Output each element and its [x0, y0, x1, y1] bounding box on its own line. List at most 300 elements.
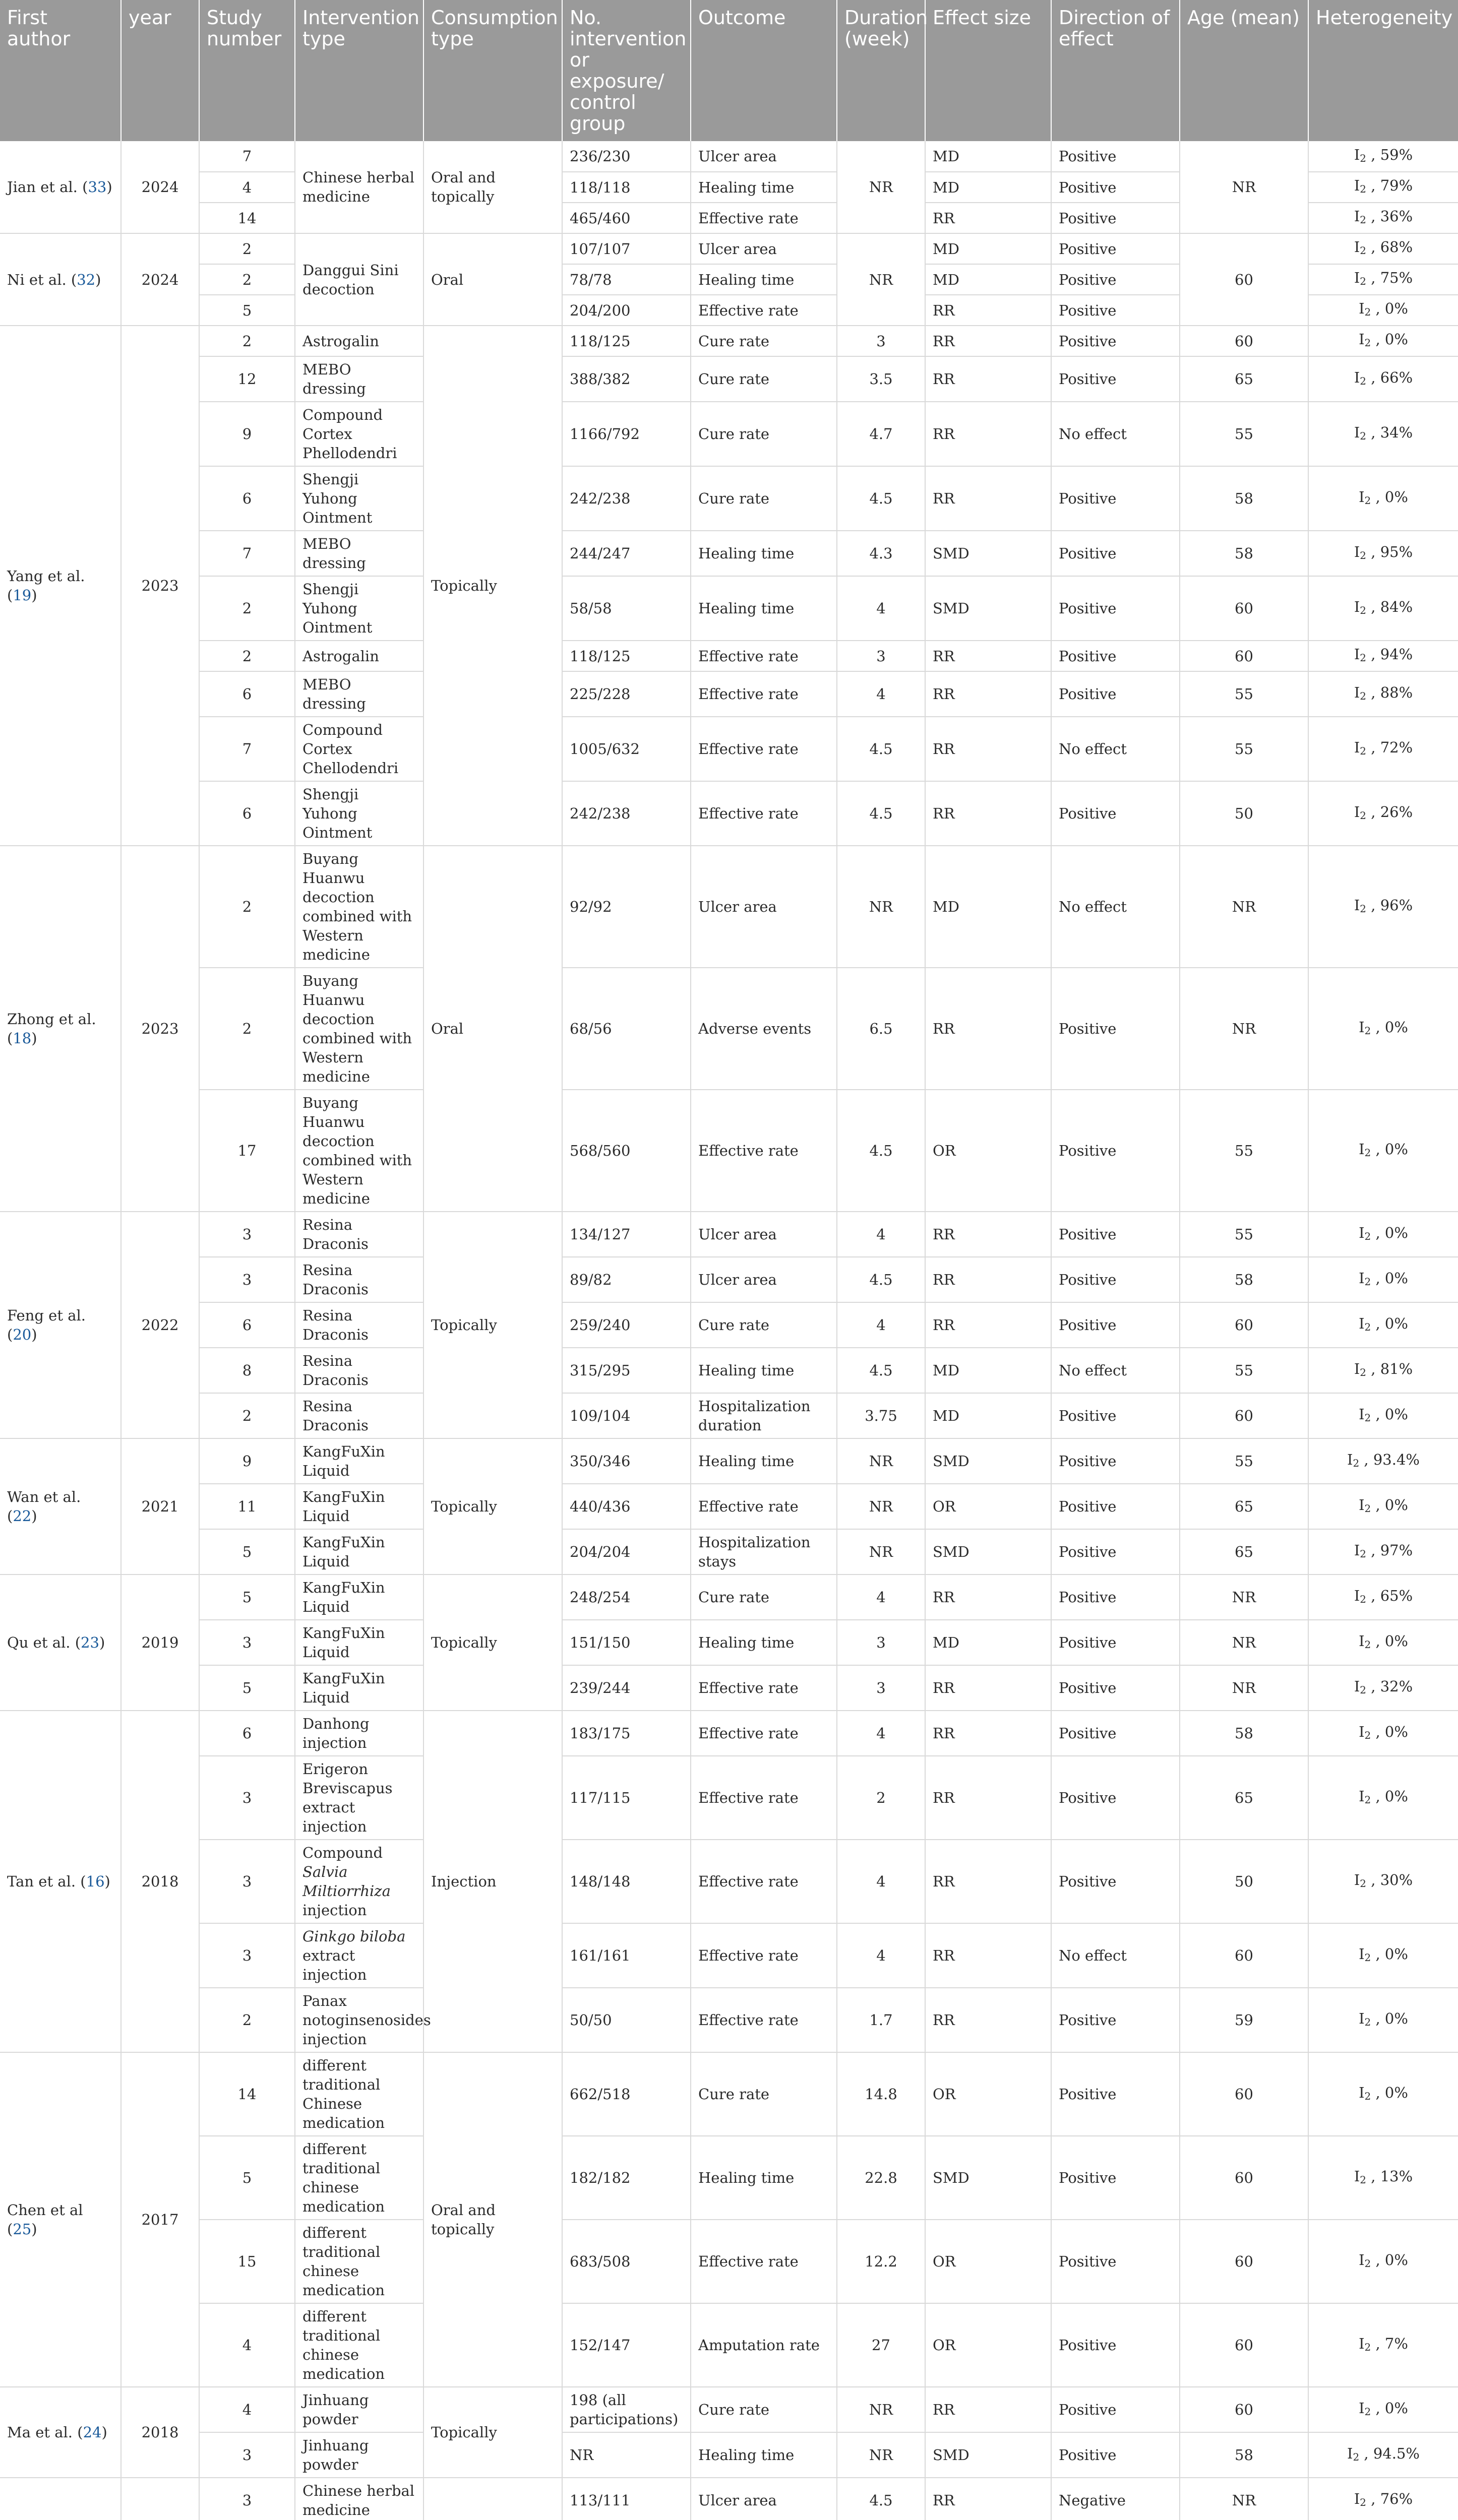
het-separator: ,: [1366, 208, 1380, 225]
heterogeneity-cell: [1308, 2387, 1458, 2432]
study-number-cell: 2: [199, 968, 295, 1090]
het-prefix: I: [1359, 1018, 1365, 1036]
intervention-cell: KangFuXin Liquid: [295, 1484, 423, 1529]
age-cell: 55: [1180, 717, 1308, 781]
column-header: Age (mean): [1180, 0, 1308, 141]
reference-link[interactable]: 20: [13, 1326, 32, 1343]
age-cell: 55: [1180, 1438, 1308, 1484]
direction-cell: Positive: [1051, 2220, 1180, 2303]
first-author-cell: [0, 1574, 121, 1711]
het-prefix: I: [1354, 1871, 1360, 1888]
group-count-cell: 109/104: [562, 1393, 691, 1438]
intervention-cell: KangFuXin Liquid: [295, 1574, 423, 1620]
heterogeneity-cell: [1308, 1988, 1458, 2052]
direction-cell: Positive: [1051, 2303, 1180, 2387]
reference-link[interactable]: 32: [77, 271, 96, 288]
direction-cell: Positive: [1051, 1438, 1180, 1484]
het-separator: ,: [1371, 331, 1385, 348]
author-close: ): [99, 1634, 105, 1651]
het-prefix: I: [1354, 2490, 1360, 2507]
year-cell: 2021: [121, 1438, 199, 1574]
group-count-cell: 148/148: [562, 1840, 691, 1923]
group-count-cell: 134/127: [562, 1212, 691, 1257]
outcome-cell: Ulcer area: [691, 233, 837, 264]
group-count-cell: 242/238: [562, 781, 691, 846]
het-separator: ,: [1371, 488, 1385, 506]
author-name: Ni et al. (: [7, 271, 77, 288]
consumption-cell: Injection: [423, 1711, 562, 2052]
study-number-cell: 5: [199, 1665, 295, 1711]
author-name: Wan et al. (: [7, 1488, 81, 1525]
age-cell: NR: [1180, 1574, 1308, 1620]
het-value: 0%: [1384, 1140, 1408, 1158]
effect-size-cell: RR: [925, 1923, 1051, 1988]
het-value: 0%: [1384, 1787, 1408, 1805]
duration-cell: 3: [837, 641, 925, 671]
heterogeneity-cell: [1308, 531, 1458, 576]
age-cell: 59: [1180, 1988, 1308, 2052]
outcome-cell: Healing time: [691, 264, 837, 295]
outcome-cell: Effective rate: [691, 203, 837, 233]
heterogeneity-cell: [1308, 1574, 1458, 1620]
first-author-cell: [0, 141, 121, 233]
direction-cell: No effect: [1051, 717, 1180, 781]
effect-size-cell: RR: [925, 356, 1051, 402]
study-number-cell: 9: [199, 1438, 295, 1484]
outcome-cell: Healing time: [691, 576, 837, 641]
outcome-cell: Effective rate: [691, 671, 837, 717]
group-count-cell: 118/125: [562, 641, 691, 671]
group-count-cell: 1166/792: [562, 402, 691, 466]
het-prefix: I: [1354, 738, 1360, 756]
outcome-cell: Effective rate: [691, 781, 837, 846]
table-row: [0, 1574, 1458, 1620]
duration-cell: 22.8: [837, 2136, 925, 2220]
intervention-cell: Danhong injection: [295, 1711, 423, 1756]
age-cell: 50: [1180, 781, 1308, 846]
outcome-cell: Healing time: [691, 1348, 837, 1393]
het-separator: ,: [1366, 803, 1380, 821]
duration-cell: NR: [837, 1438, 925, 1484]
het-value: 0%: [1384, 1632, 1408, 1650]
intervention-cell: Resina Draconis: [295, 1393, 423, 1438]
outcome-cell: Effective rate: [691, 1711, 837, 1756]
duration-cell: 4.5: [837, 2478, 925, 2520]
het-prefix: I: [1354, 146, 1360, 163]
effect-size-cell: RR: [925, 1988, 1051, 2052]
heterogeneity-cell: [1308, 233, 1458, 264]
het-subscript: 2: [1353, 2450, 1360, 2463]
het-value: 7%: [1384, 2335, 1408, 2352]
het-prefix: I: [1359, 300, 1365, 317]
effect-size-cell: OR: [925, 2052, 1051, 2136]
het-prefix: I: [1359, 2251, 1365, 2269]
het-value: 79%: [1380, 177, 1413, 194]
group-count-cell: 117/115: [562, 1756, 691, 1840]
duration-cell: 12.2: [837, 2220, 925, 2303]
duration-cell: 4: [837, 1302, 925, 1348]
duration-cell: 4.3: [837, 531, 925, 576]
direction-cell: Positive: [1051, 1529, 1180, 1574]
outcome-cell: Effective rate: [691, 1988, 837, 2052]
first-author-cell: [0, 1212, 121, 1438]
table-row: [0, 1711, 1458, 1756]
het-prefix: I: [1354, 238, 1360, 256]
age-cell: 50: [1180, 1840, 1308, 1923]
direction-cell: Positive: [1051, 1840, 1180, 1923]
column-header: Outcome: [691, 0, 837, 141]
het-subscript: 2: [1360, 2173, 1367, 2186]
direction-cell: No effect: [1051, 402, 1180, 466]
column-header: First author: [0, 0, 121, 141]
outcome-cell: Cure rate: [691, 2052, 837, 2136]
intervention-cell: Buyang Huanwu decoction combined with Western medicine: [295, 1090, 423, 1212]
het-value: 0%: [1384, 488, 1408, 506]
het-subscript: 2: [1364, 2090, 1371, 2102]
intervention-cell: MEBO dressing: [295, 356, 423, 402]
direction-cell: Positive: [1051, 641, 1180, 671]
outcome-cell: Cure rate: [691, 402, 837, 466]
effect-size-cell: RR: [925, 641, 1051, 671]
outcome-cell: Ulcer area: [691, 846, 837, 968]
het-value: 0%: [1384, 1496, 1408, 1514]
age-cell: 60: [1180, 2052, 1308, 2136]
heterogeneity-cell: [1308, 466, 1458, 531]
reference-link[interactable]: 33: [88, 178, 107, 196]
reference-link[interactable]: 24: [83, 2424, 102, 2441]
het-prefix: I: [1354, 896, 1360, 914]
het-separator: ,: [1366, 1360, 1380, 1377]
outcome-cell: Effective rate: [691, 1090, 837, 1212]
group-count-cell: 151/150: [562, 1620, 691, 1665]
group-count-cell: 239/244: [562, 1665, 691, 1711]
group-count-cell: 204/200: [562, 295, 691, 326]
intervention-cell: Jinhuang powder: [295, 2387, 423, 2432]
table-row: [0, 402, 1458, 466]
intervention-cell: Resina Draconis: [295, 1257, 423, 1302]
het-prefix: I: [1359, 331, 1365, 348]
table-row: [0, 141, 1458, 172]
het-value: 75%: [1380, 269, 1413, 286]
het-value: 0%: [1384, 1723, 1408, 1740]
age-cell: 55: [1180, 671, 1308, 717]
outcome-cell: Effective rate: [691, 1923, 837, 1988]
het-value: 59%: [1380, 146, 1413, 163]
study-number-cell: 2: [199, 576, 295, 641]
heterogeneity-cell: [1308, 671, 1458, 717]
direction-cell: Positive: [1051, 1665, 1180, 1711]
direction-cell: Positive: [1051, 2136, 1180, 2220]
outcome-cell: Cure rate: [691, 2387, 837, 2432]
het-separator: ,: [1371, 2084, 1385, 2101]
heterogeneity-cell: [1308, 717, 1458, 781]
het-value: 93.4%: [1373, 1451, 1420, 1468]
het-separator: ,: [1366, 368, 1380, 386]
het-subscript: 2: [1360, 1366, 1367, 1378]
group-count-cell: 107/107: [562, 233, 691, 264]
duration-cell: 4: [837, 1840, 925, 1923]
heterogeneity-cell: [1308, 846, 1458, 968]
table-row: [0, 2220, 1458, 2303]
table-row: [0, 1302, 1458, 1348]
direction-cell: Positive: [1051, 968, 1180, 1090]
het-value: 0%: [1384, 1269, 1408, 1287]
table-row: [0, 1988, 1458, 2052]
effect-size-cell: MD: [925, 264, 1051, 295]
group-count-cell: 182/182: [562, 2136, 691, 2220]
group-count-cell: 242/238: [562, 466, 691, 531]
outcome-cell: Cure rate: [691, 1574, 837, 1620]
table-row: [0, 968, 1458, 1090]
het-value: 95%: [1380, 543, 1413, 560]
direction-cell: Positive: [1051, 295, 1180, 326]
first-author-cell: [0, 2387, 121, 2478]
age-cell: 55: [1180, 402, 1308, 466]
group-count-cell: 161/161: [562, 1923, 691, 1988]
effect-size-cell: RR: [925, 2387, 1051, 2432]
outcome-cell: Healing time: [691, 1438, 837, 1484]
duration-cell: 4: [837, 671, 925, 717]
het-value: 94%: [1380, 646, 1413, 663]
reference-link[interactable]: 22: [13, 1507, 32, 1525]
outcome-cell: Effective rate: [691, 1840, 837, 1923]
heterogeneity-cell: [1308, 576, 1458, 641]
het-subscript: 2: [1360, 2496, 1367, 2508]
reference-link[interactable]: 18: [13, 1030, 32, 1047]
intervention-cell: Erigeron Breviscapus extract injection: [295, 1756, 423, 1840]
direction-cell: Positive: [1051, 2052, 1180, 2136]
het-prefix: I: [1354, 1587, 1360, 1604]
intervention-cell: Astrogalin: [295, 326, 423, 356]
age-cell: 58: [1180, 1257, 1308, 1302]
het-value: 0%: [1384, 1018, 1408, 1036]
het-prefix: I: [1354, 598, 1360, 615]
study-number-cell: 3: [199, 1257, 295, 1302]
duration-cell: NR: [837, 141, 925, 233]
het-value: 88%: [1380, 683, 1413, 701]
het-subscript: 2: [1360, 214, 1367, 226]
direction-cell: Positive: [1051, 356, 1180, 402]
study-number-cell: 3: [199, 1923, 295, 1988]
reference-link[interactable]: 23: [81, 1634, 99, 1651]
group-count-cell: 152/147: [562, 2303, 691, 2387]
effect-size-cell: SMD: [925, 1438, 1051, 1484]
duration-cell: NR: [837, 1529, 925, 1574]
het-separator: ,: [1371, 1945, 1385, 1963]
outcome-cell: Cure rate: [691, 1302, 837, 1348]
het-value: 84%: [1380, 598, 1413, 615]
outcome-cell: Adverse events: [691, 968, 837, 1090]
outcome-cell: Ulcer area: [691, 2478, 837, 2520]
het-subscript: 2: [1360, 183, 1367, 195]
het-prefix: I: [1359, 488, 1365, 506]
het-subscript: 2: [1353, 1457, 1360, 1469]
age-cell: 65: [1180, 1529, 1308, 1574]
duration-cell: 3: [837, 326, 925, 356]
het-subscript: 2: [1364, 1411, 1371, 1424]
consumption-cell: Topically: [423, 1212, 562, 1438]
het-value: 0%: [1384, 1405, 1408, 1423]
direction-cell: No effect: [1051, 1348, 1180, 1393]
age-cell: NR: [1180, 141, 1308, 233]
column-header: Heterogeneity: [1308, 0, 1458, 141]
effect-size-cell: RR: [925, 1756, 1051, 1840]
study-number-cell: 2: [199, 641, 295, 671]
het-subscript: 2: [1360, 902, 1367, 915]
heterogeneity-cell: [1308, 1438, 1458, 1484]
duration-cell: 3.5: [837, 356, 925, 402]
reference-link[interactable]: 19: [13, 587, 32, 604]
group-count-cell: 662/518: [562, 2052, 691, 2136]
direction-cell: Positive: [1051, 1620, 1180, 1665]
effect-size-cell: RR: [925, 1302, 1051, 1348]
het-value: 0%: [1384, 2084, 1408, 2101]
het-value: 65%: [1380, 1587, 1413, 1604]
het-value: 30%: [1380, 1871, 1413, 1888]
outcome-cell: Effective rate: [691, 295, 837, 326]
table-row: [0, 2432, 1458, 2478]
group-count-cell: 236/230: [562, 141, 691, 172]
group-count-cell: 204/204: [562, 1529, 691, 1574]
het-subscript: 2: [1364, 306, 1371, 318]
table-row: [0, 531, 1458, 576]
effect-size-cell: MD: [925, 846, 1051, 968]
direction-cell: No effect: [1051, 846, 1180, 968]
het-separator: ,: [1366, 598, 1380, 615]
year-cell: 2023: [121, 846, 199, 1212]
effect-size-cell: MD: [925, 1393, 1051, 1438]
het-separator: ,: [1371, 300, 1385, 317]
header-row: [0, 0, 1458, 141]
study-number-cell: 3: [199, 1756, 295, 1840]
study-number-cell: 4: [199, 2303, 295, 2387]
het-separator: ,: [1371, 1224, 1385, 1241]
direction-cell: Negative: [1051, 2478, 1180, 2520]
table-row: [0, 1923, 1458, 1988]
het-separator: ,: [1371, 2399, 1385, 2417]
author-close: ): [31, 1326, 37, 1343]
first-author-cell: [0, 1711, 121, 2052]
heterogeneity-cell: [1308, 781, 1458, 846]
author-name: Yang et al. (: [7, 568, 85, 604]
duration-cell: 4.7: [837, 402, 925, 466]
table-row: [0, 466, 1458, 531]
heterogeneity-cell: [1308, 1840, 1458, 1923]
author-name: Chen et al (: [7, 2201, 83, 2238]
het-subscript: 2: [1364, 2405, 1371, 2418]
het-separator: ,: [1366, 1541, 1380, 1559]
column-header: Consumption type: [423, 0, 562, 141]
het-separator: ,: [1366, 238, 1380, 256]
het-value: 32%: [1380, 1677, 1413, 1695]
study-number-cell: 6: [199, 1302, 295, 1348]
age-cell: NR: [1180, 846, 1308, 968]
effect-size-cell: RR: [925, 2478, 1051, 2520]
effect-size-cell: RR: [925, 1840, 1051, 1923]
het-subscript: 2: [1364, 1638, 1371, 1651]
effect-size-cell: RR: [925, 781, 1051, 846]
table-row: [0, 1090, 1458, 1212]
study-number-cell: 7: [199, 717, 295, 781]
study-number-cell: 5: [199, 1574, 295, 1620]
intervention-cell: KangFuXin Liquid: [295, 1438, 423, 1484]
outcome-cell: Hospitalization duration: [691, 1393, 837, 1438]
het-subscript: 2: [1360, 744, 1367, 757]
effect-size-cell: SMD: [925, 576, 1051, 641]
het-prefix: I: [1354, 543, 1360, 560]
heterogeneity-cell: [1308, 2478, 1458, 2520]
study-number-cell: 6: [199, 781, 295, 846]
het-value: 94.5%: [1373, 2444, 1420, 2462]
effect-size-cell: RR: [925, 1665, 1051, 1711]
het-prefix: I: [1359, 1140, 1365, 1158]
direction-cell: Positive: [1051, 233, 1180, 264]
direction-cell: Positive: [1051, 1484, 1180, 1529]
het-subscript: 2: [1360, 152, 1367, 164]
het-prefix: I: [1359, 2399, 1365, 2417]
effect-size-cell: RR: [925, 326, 1051, 356]
study-number-cell: 6: [199, 671, 295, 717]
table-row: [0, 1529, 1458, 1574]
age-cell: 60: [1180, 641, 1308, 671]
outcome-cell: Healing time: [691, 1620, 837, 1665]
het-subscript: 2: [1360, 1877, 1367, 1889]
direction-cell: Positive: [1051, 1302, 1180, 1348]
het-separator: ,: [1366, 1871, 1380, 1888]
author-close: ): [101, 2424, 107, 2441]
duration-cell: 4: [837, 576, 925, 641]
column-header: Duration (week): [837, 0, 925, 141]
table-row: [0, 1484, 1458, 1529]
het-value: 13%: [1380, 2167, 1413, 2185]
group-count-cell: 568/560: [562, 1090, 691, 1212]
duration-cell: 4.5: [837, 717, 925, 781]
intervention-cell: different traditional chinese medication: [295, 2136, 423, 2220]
het-value: 97%: [1380, 1541, 1413, 1559]
group-count-cell: 50/50: [562, 1988, 691, 2052]
table-row: [0, 717, 1458, 781]
table-row: [0, 641, 1458, 671]
het-separator: ,: [1371, 1140, 1385, 1158]
intervention-cell: Buyang Huanwu decoction combined with Western medicine: [295, 968, 423, 1090]
reference-link[interactable]: 16: [86, 1873, 105, 1890]
het-subscript: 2: [1360, 809, 1367, 822]
het-subscript: 2: [1360, 604, 1367, 616]
group-count-cell: 113/111: [562, 2478, 691, 2520]
study-number-cell: 5: [199, 2136, 295, 2220]
het-subscript: 2: [1360, 1547, 1367, 1560]
table-row: [0, 326, 1458, 356]
direction-cell: Positive: [1051, 141, 1180, 172]
effect-size-cell: RR: [925, 1257, 1051, 1302]
intervention-cell: Resina Draconis: [295, 1212, 423, 1257]
table-row: [0, 1212, 1458, 1257]
direction-cell: Positive: [1051, 1090, 1180, 1212]
reference-link[interactable]: 25: [13, 2221, 32, 2238]
study-number-cell: 2: [199, 1988, 295, 2052]
table-row: [0, 846, 1458, 968]
age-cell: 58: [1180, 531, 1308, 576]
group-count-cell: 89/82: [562, 1257, 691, 1302]
het-prefix: I: [1354, 1541, 1360, 1559]
direction-cell: Positive: [1051, 203, 1180, 233]
table-row: [0, 576, 1458, 641]
het-subscript: 2: [1364, 1729, 1371, 1741]
table-row: [0, 2478, 1458, 2520]
study-number-cell: 6: [199, 1711, 295, 1756]
duration-cell: 4.5: [837, 1348, 925, 1393]
table-row: [0, 1393, 1458, 1438]
